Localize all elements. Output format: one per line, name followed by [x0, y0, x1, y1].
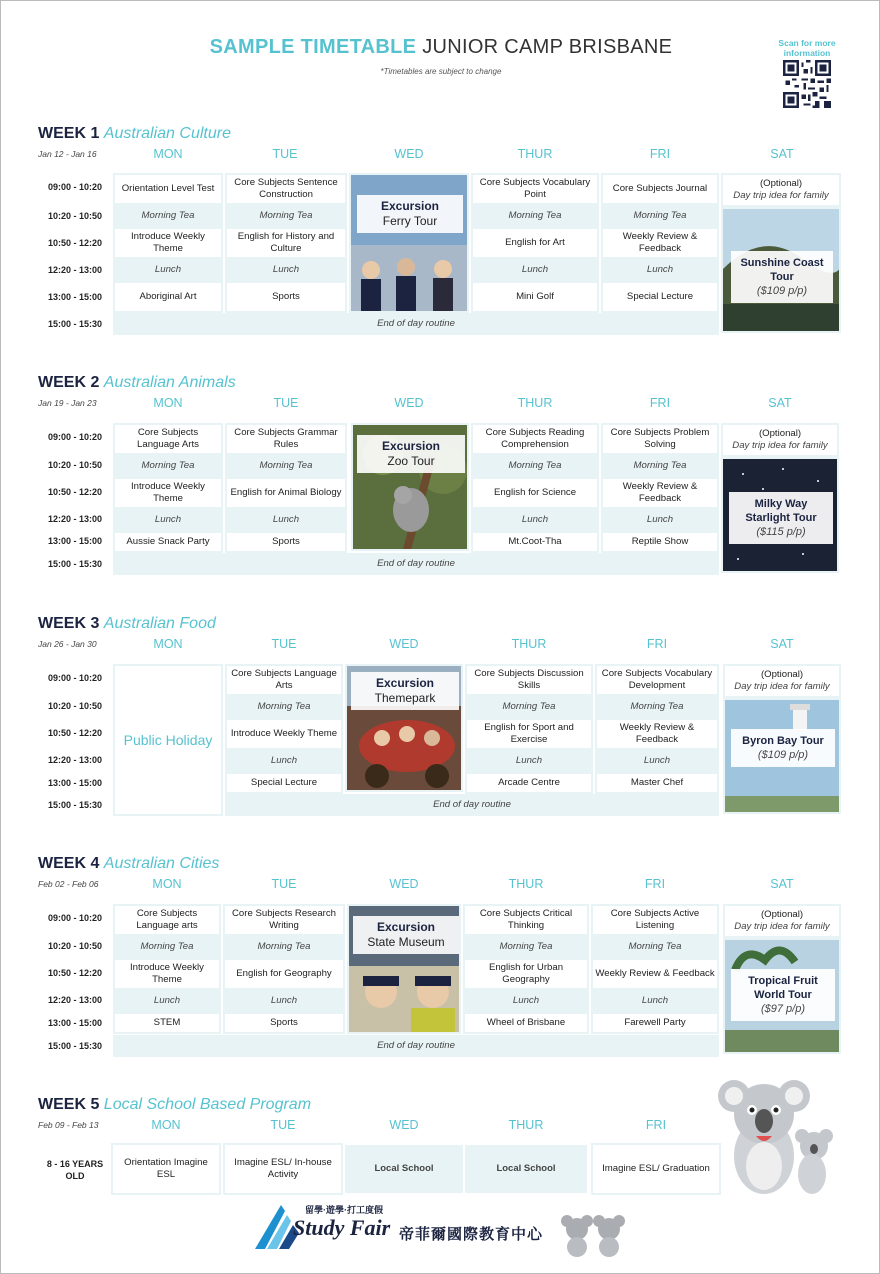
class-cell: Core Subjects Reading Comprehension — [471, 423, 599, 455]
tour-label — [731, 969, 835, 1021]
day-header-mon: MON — [153, 637, 183, 651]
title-rest: JUNIOR CAMP BRISBANE — [422, 36, 673, 58]
break-cell: Lunch — [113, 509, 223, 531]
class-cell: Core Subjects Vocabulary Development — [595, 664, 719, 696]
tour-price: ($109 p/p) — [757, 749, 809, 761]
end-of-day-row: End of day routine — [113, 553, 719, 575]
tour-name: Sunshine Coast Tour — [740, 257, 824, 283]
time-slot: 10:20 - 10:50 — [47, 460, 103, 470]
end-of-day-row: End of day routine — [113, 313, 719, 335]
day-header-tue: TUE — [273, 396, 299, 410]
day-header-sat: SAT — [770, 877, 794, 891]
class-cell: English for Science — [471, 477, 599, 509]
class-cell: Core Subjects Problem Solving — [601, 423, 719, 455]
time-slot: 12:20 - 13:00 — [47, 995, 103, 1005]
time-slot: 10:50 - 12:20 — [47, 487, 103, 497]
week-title — [38, 1096, 311, 1114]
week-number: WEEK 4 — [38, 855, 100, 872]
break-cell: Morning Tea — [463, 936, 589, 958]
class-cell: Sports — [225, 281, 347, 313]
class-cell: Introduce Weekly Theme — [113, 958, 221, 990]
day-trip-idea: Day trip idea for family — [733, 190, 829, 201]
date-range: Jan 19 - Jan 23 — [38, 398, 97, 408]
time-slot: 09:00 - 10:20 — [47, 913, 103, 923]
break-cell: Lunch — [463, 990, 589, 1012]
koala-pair-icon — [559, 1211, 629, 1257]
break-cell: Lunch — [591, 990, 719, 1012]
break-cell: Morning Tea — [225, 455, 347, 477]
class-cell: Core Subjects Journal — [601, 173, 719, 205]
koala-icon — [716, 1076, 846, 1201]
excursion-place: Themepark — [374, 691, 436, 705]
break-cell: Morning Tea — [225, 696, 343, 718]
week-theme: Australian Animals — [103, 374, 236, 391]
break-cell: Morning Tea — [591, 936, 719, 958]
time-slot: 09:00 - 10:20 — [47, 432, 103, 442]
class-cell: Master Chef — [595, 772, 719, 794]
optional-label: (Optional) — [760, 909, 804, 920]
excursion-title: Excursion — [375, 676, 435, 690]
class-cell: Imagine ESL/ Graduation — [591, 1143, 721, 1195]
excursion-label — [357, 195, 463, 233]
day-header-mon: MON — [151, 1118, 181, 1132]
day-header-wed: WED — [389, 1118, 419, 1132]
class-cell: English for History and Culture — [225, 227, 347, 259]
class-cell: Weekly Review & Feedback — [601, 477, 719, 509]
subject-to-change-note: *Timetables are subject to change — [380, 67, 502, 76]
tour-price: ($97 p/p) — [760, 1003, 806, 1015]
saturday-optional — [721, 423, 839, 457]
tour-label — [731, 729, 835, 767]
class-cell: Core Subjects Language Arts — [113, 423, 223, 455]
date-range: Feb 02 - Feb 06 — [38, 879, 99, 889]
break-cell: Lunch — [225, 750, 343, 772]
day-trip-idea: Day trip idea for family — [732, 440, 828, 451]
class-cell: Farewell Party — [591, 1012, 719, 1034]
date-range: Feb 09 - Feb 13 — [38, 1120, 99, 1130]
optional-label: (Optional) — [759, 178, 803, 189]
class-cell: Aussie Snack Party — [113, 531, 223, 553]
day-header-fri: FRI — [645, 1118, 667, 1132]
day-trip-idea: Day trip idea for family — [734, 921, 830, 932]
tropical-fruit-world-photo — [723, 938, 841, 1054]
break-cell: Morning Tea — [223, 936, 345, 958]
end-of-day-row: End of day routine — [113, 1035, 719, 1057]
day-header-mon: MON — [152, 877, 182, 891]
day-header-mon: MON — [153, 147, 183, 161]
day-header-fri: FRI — [646, 637, 668, 651]
break-cell: Lunch — [223, 990, 345, 1012]
end-of-day-row: End of day routine — [225, 794, 719, 816]
week-theme: Australian Culture — [103, 125, 231, 142]
qr-code-icon[interactable] — [783, 60, 831, 108]
time-slot: 15:00 - 15:30 — [47, 319, 103, 329]
class-cell: Aboriginal Art — [113, 281, 223, 313]
saturday-optional — [723, 664, 841, 698]
day-header-wed: WED — [394, 396, 424, 410]
week-number: WEEK 1 — [38, 125, 100, 142]
break-cell: Lunch — [113, 259, 223, 281]
day-header-wed: WED — [389, 637, 419, 651]
break-cell: Lunch — [225, 259, 347, 281]
tour-name: Milky Way Starlight Tour — [745, 498, 817, 524]
break-cell: Morning Tea — [595, 696, 719, 718]
excursion-place: Ferry Tour — [382, 214, 438, 228]
break-cell: Lunch — [471, 509, 599, 531]
day-header-thu: THUR — [511, 637, 547, 651]
week-number: WEEK 2 — [38, 374, 100, 391]
week-title — [38, 125, 231, 143]
time-slot: 15:00 - 15:30 — [47, 1041, 103, 1051]
excursion-label — [351, 672, 459, 710]
time-slot: 09:00 - 10:20 — [47, 673, 103, 683]
class-cell: Imagine ESL/ In-house Activity — [223, 1143, 343, 1195]
time-slot: 09:00 - 10:20 — [47, 182, 103, 192]
break-cell: Lunch — [225, 509, 347, 531]
day-header-wed: WED — [394, 147, 424, 161]
day-header-mon: MON — [153, 396, 183, 410]
local-school-cell: Local School — [345, 1145, 463, 1193]
class-cell: Core Subjects Grammar Rules — [225, 423, 347, 455]
break-cell: Morning Tea — [113, 936, 221, 958]
excursion-label — [353, 916, 459, 954]
class-cell: English for Urban Geography — [463, 958, 589, 990]
time-slot: 12:20 - 13:00 — [47, 755, 103, 765]
milky-way-photo — [721, 457, 839, 573]
time-slot: 10:50 - 12:20 — [47, 728, 103, 738]
class-cell: Arcade Centre — [465, 772, 593, 794]
excursion-label — [357, 435, 465, 473]
class-cell: Core Subjects Vocabulary Point — [471, 173, 599, 205]
day-header-wed: WED — [389, 877, 419, 891]
excursion-place: State Museum — [367, 935, 445, 949]
break-cell: Lunch — [113, 990, 221, 1012]
time-slot: 10:20 - 10:50 — [47, 701, 103, 711]
logo-brand: Study Fair — [293, 1215, 391, 1240]
tour-label — [731, 251, 833, 303]
sunshine-coast-photo — [721, 207, 841, 333]
class-cell: English for Sport and Exercise — [465, 718, 593, 750]
day-header-thu: THUR — [508, 877, 544, 891]
time-slot: 15:00 - 15:30 — [47, 559, 103, 569]
break-cell: Morning Tea — [113, 455, 223, 477]
class-cell: English for Geography — [223, 958, 345, 990]
class-cell: Core Subjects Language arts — [113, 904, 221, 936]
time-slot: 12:20 - 13:00 — [47, 514, 103, 524]
day-header-sat: SAT — [770, 147, 794, 161]
class-cell: Core Subjects Language Arts — [225, 664, 343, 696]
week-number: WEEK 3 — [38, 615, 100, 632]
time-slot: 12:20 - 13:00 — [47, 265, 103, 275]
day-header-tue: TUE — [270, 1118, 296, 1132]
class-cell: Mt.Coot-Tha — [471, 531, 599, 553]
time-slot: 13:00 - 15:00 — [47, 1018, 103, 1028]
logo-chinese-name: 帝菲爾國際教育中心 — [399, 1226, 544, 1243]
week-theme: Local School Based Program — [103, 1096, 312, 1113]
class-cell: Weekly Review & Feedback — [591, 958, 719, 990]
excursion-title: Excursion — [380, 199, 440, 213]
themepark-photo — [345, 664, 463, 792]
tour-price: ($115 p/p) — [756, 526, 806, 538]
day-header-tue: TUE — [271, 637, 297, 651]
break-cell: Lunch — [601, 259, 719, 281]
day-trip-idea: Day trip idea for family — [734, 681, 830, 692]
week-title — [38, 615, 216, 633]
day-header-thu: THUR — [517, 396, 553, 410]
day-header-sat: SAT — [768, 396, 792, 410]
break-cell: Morning Tea — [601, 205, 719, 227]
class-cell: Core Subjects Discussion Skills — [465, 664, 593, 696]
time-slot: 10:50 - 12:20 — [47, 968, 103, 978]
tour-name: Tropical Fruit World Tour — [748, 975, 818, 1001]
week-title — [38, 855, 219, 873]
week-theme: Australian Cities — [103, 855, 220, 872]
break-cell: Morning Tea — [465, 696, 593, 718]
week-title — [38, 374, 236, 392]
week-theme: Australian Food — [103, 615, 216, 632]
saturday-optional — [723, 904, 841, 938]
qr-caption: Scan for more information — [778, 38, 836, 58]
excursion-title: Excursion — [381, 439, 441, 453]
time-slot: 10:50 - 12:20 — [47, 238, 103, 248]
day-header-sat: SAT — [770, 637, 794, 651]
class-cell: Reptile Show — [601, 531, 719, 553]
day-header-fri: FRI — [649, 396, 671, 410]
break-cell: Morning Tea — [225, 205, 347, 227]
class-cell: Special Lecture — [601, 281, 719, 313]
class-cell: Core Subjects Sentence Construction — [225, 173, 347, 205]
break-cell: Lunch — [465, 750, 593, 772]
class-cell: Sports — [225, 531, 347, 553]
byron-bay-photo — [723, 698, 841, 814]
class-cell: Sports — [223, 1012, 345, 1034]
day-header-tue: TUE — [271, 877, 297, 891]
age-range: 8 - 16 YEARS OLD — [46, 1159, 104, 1181]
time-slot: 10:20 - 10:50 — [47, 941, 103, 951]
state-museum-photo — [347, 904, 461, 1034]
public-holiday-cell: Public Holiday — [113, 664, 223, 816]
class-cell: Special Lecture — [225, 772, 343, 794]
day-header-fri: FRI — [649, 147, 671, 161]
class-cell: Core Subjects Critical Thinking — [463, 904, 589, 936]
local-school-cell: Local School — [465, 1145, 587, 1193]
ferry-tour-photo — [349, 173, 469, 313]
class-cell: Core Subjects Active Listening — [591, 904, 719, 936]
day-header-thu: THUR — [508, 1118, 544, 1132]
class-cell: Weekly Review & Feedback — [601, 227, 719, 259]
week-number: WEEK 5 — [38, 1096, 100, 1113]
page-title — [1, 36, 880, 59]
zoo-tour-photo — [351, 423, 469, 551]
class-cell: Introduce Weekly Theme — [225, 718, 343, 750]
class-cell: STEM — [113, 1012, 221, 1034]
saturday-optional — [721, 173, 841, 207]
day-header-fri: FRI — [644, 877, 666, 891]
tour-name: Byron Bay Tour — [742, 735, 824, 747]
break-cell: Lunch — [471, 259, 599, 281]
time-slot: 13:00 - 15:00 — [47, 778, 103, 788]
logo-tagline: 留學·遊學·打工度假 — [305, 1205, 383, 1215]
class-cell: Orientation Imagine ESL — [111, 1143, 221, 1195]
excursion-title: Excursion — [376, 920, 436, 934]
break-cell: Morning Tea — [113, 205, 223, 227]
break-cell: Lunch — [595, 750, 719, 772]
day-header-thu: THUR — [517, 147, 553, 161]
class-cell: Wheel of Brisbane — [463, 1012, 589, 1034]
class-cell: Introduce Weekly Theme — [113, 477, 223, 509]
class-cell: Orientation Level Test — [113, 173, 223, 205]
day-header-tue: TUE — [272, 147, 298, 161]
optional-label: (Optional) — [758, 428, 802, 439]
time-slot: 13:00 - 15:00 — [47, 292, 103, 302]
class-cell: Mini Golf — [471, 281, 599, 313]
title-bold: SAMPLE TIMETABLE — [209, 36, 417, 58]
break-cell: Morning Tea — [471, 205, 599, 227]
tour-label — [729, 492, 833, 544]
time-slot: 13:00 - 15:00 — [47, 536, 103, 546]
break-cell: Morning Tea — [471, 455, 599, 477]
tour-price: ($109 p/p) — [756, 285, 808, 297]
time-slot: 10:20 - 10:50 — [47, 211, 103, 221]
class-cell: Core Subjects Research Writing — [223, 904, 345, 936]
time-slot: 15:00 - 15:30 — [47, 800, 103, 810]
class-cell: English for Animal Biology — [225, 477, 347, 509]
class-cell: English for Art — [471, 227, 599, 259]
study-fair-logo — [253, 1201, 633, 1261]
optional-label: (Optional) — [760, 669, 804, 680]
date-range: Jan 26 - Jan 30 — [38, 639, 97, 649]
class-cell: Weekly Review & Feedback — [595, 718, 719, 750]
break-cell: Morning Tea — [601, 455, 719, 477]
excursion-place: Zoo Tour — [387, 454, 435, 468]
date-range: Jan 12 - Jan 16 — [38, 149, 97, 159]
break-cell: Lunch — [601, 509, 719, 531]
class-cell: Introduce Weekly Theme — [113, 227, 223, 259]
